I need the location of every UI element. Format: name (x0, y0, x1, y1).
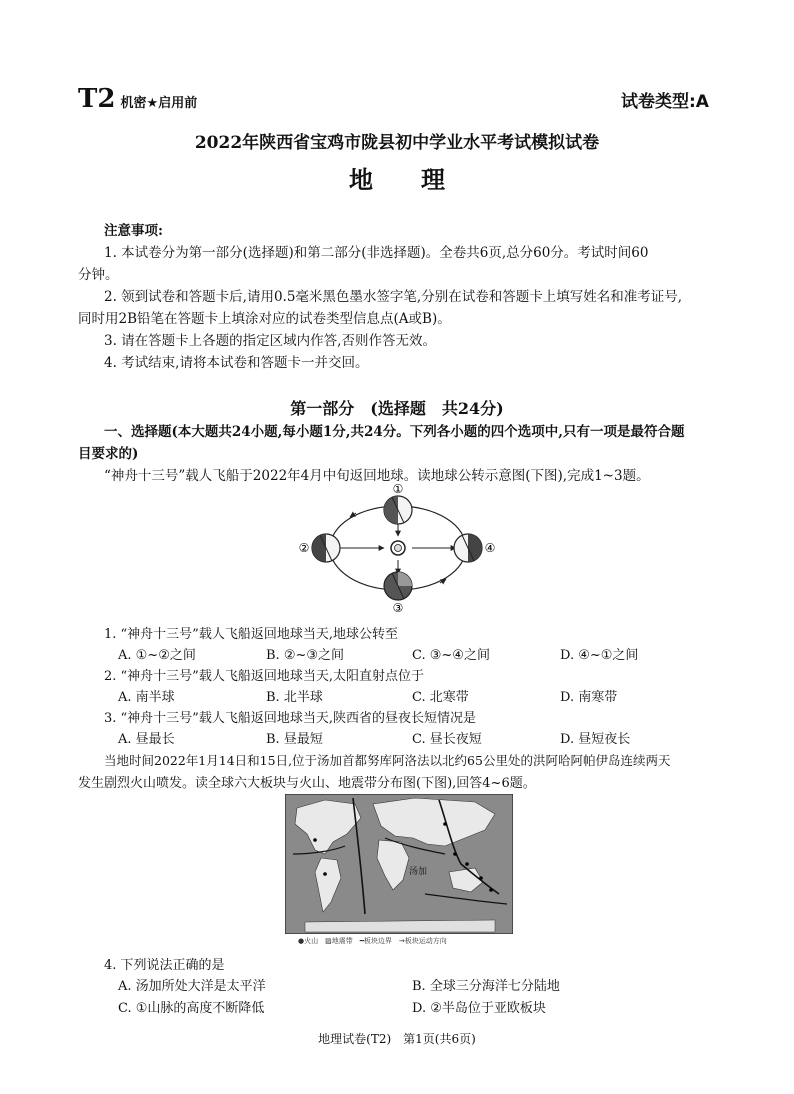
orbit-label-1: ① (392, 482, 404, 496)
orbit-label-2: ② (298, 541, 310, 555)
exam-title: 2022年陕西省宝鸡市陇县初中学业水平考试模拟试卷 (194, 133, 600, 153)
passage-1: “神舟十三号”载人飞船于2022年4月中旬返回地球。读地球公转示意图(下图),完成1~3题。 (104, 468, 650, 484)
orbit-label-4: ④ (484, 541, 496, 555)
q4-option-d: D. ②半岛位于亚欧板块 (412, 1001, 546, 1016)
q3-option-d: D. 昼短夜长 (560, 732, 631, 747)
q4-option-c: C. ①山脉的高度不断降低 (118, 1001, 265, 1016)
map-legend: ●火山 ▨地震带 ━板块边界 →板块运动方向 (298, 937, 447, 945)
page-footer: 地理试卷(T2) 第1页(共6页) (318, 1032, 476, 1046)
exam-code (78, 84, 197, 114)
q2-option-d: D. 南寒带 (560, 690, 618, 705)
q1-stem: 1. “神舟十三号”载人飞船返回地球当天,地球公转至 (104, 627, 398, 642)
earth-position-4-icon (454, 534, 482, 562)
exam-code-label: T2 (78, 84, 116, 114)
subject-title: 地 理 (349, 166, 445, 194)
q1-option-b: B. ②~③之间 (266, 648, 345, 663)
q1-option-a: A. ①~②之间 (118, 648, 196, 663)
plate-boundary-map (285, 794, 513, 934)
notice-item4: 4. 考试结束,请将本试卷和答题卡一并交回。 (104, 355, 369, 371)
passage-2b: 发生剧烈火山喷发。读全球六大板块与火山、地震带分布图(下图),回答4~6题。 (78, 776, 536, 791)
q3-option-b: B. 昼最短 (266, 732, 323, 747)
notice-item1b: 分钟。 (78, 267, 119, 283)
q1-option-d: D. ④~①之间 (560, 648, 639, 663)
passage-2a: 当地时间2022年1月14日和15日,位于汤加首都努库阿洛法以北约65公里处的洪阿哈阿帕伊岛连续两天 (104, 753, 671, 768)
q3-stem: 3. “神舟十三号”载人飞船返回地球当天,陕西省的昼夜长短情况是 (104, 711, 476, 726)
antarctica-shape (305, 920, 495, 932)
q4-option-b: B. 全球三分海洋七分陆地 (412, 979, 560, 994)
notice-item2b: 同时用2B铅笔在答题卡上填涂对应的试卷类型信息点(A或B)。 (78, 311, 451, 327)
sun-icon (391, 541, 405, 555)
notice-item2a: 2. 领到试卷和答题卡后,请用0.5毫米黑色墨水签字笔,分别在试卷和答题卡上填写姓名和准考证号, (104, 289, 683, 305)
part1-instruction-a: 一、选择题(本大题共24小题,每小题1分,共24分。下列各小题的四个选项中,只有一项是最符合题 (104, 424, 685, 440)
part1-instruction-b: 目要求的) (78, 446, 139, 462)
q4-stem: 4. 下列说法正确的是 (104, 958, 225, 973)
part1-heading: 第一部分 (选择题 共24分) (290, 399, 504, 418)
earth-revolution-diagram (296, 482, 506, 614)
q3-option-c: C. 昼长夜短 (412, 732, 482, 747)
orbit-label-3: ③ (392, 601, 404, 614)
earth-position-1-icon (384, 496, 412, 524)
q4-option-a: A. 汤加所处大洋是太平洋 (118, 979, 266, 994)
q2-stem: 2. “神舟十三号”载人飞船返回地球当天,太阳直射点位于 (104, 669, 424, 684)
notice-item1a: 1. 本试卷分为第一部分(选择题)和第二部分(非选择题)。全卷共6页,总分60分。考试时间60 (104, 245, 649, 261)
q2-option-a: A. 南半球 (118, 690, 175, 705)
tonga-label: 汤加 (409, 867, 428, 877)
notice-heading: 注意事项: (104, 223, 163, 239)
notice-item3: 3. 请在答题卡上各题的指定区域内作答,否则作答无效。 (104, 333, 436, 349)
earth-position-2-icon (312, 534, 340, 562)
q2-option-b: B. 北半球 (266, 690, 323, 705)
q2-option-c: C. 北寒带 (412, 690, 469, 705)
earth-position-3-icon (384, 572, 412, 600)
secret-label: 机密★启用前 (120, 96, 198, 111)
q1-option-c: C. ③~④之间 (412, 648, 490, 663)
paper-type: 试卷类型:A (621, 92, 709, 112)
q3-option-a: A. 昼最长 (118, 732, 175, 747)
